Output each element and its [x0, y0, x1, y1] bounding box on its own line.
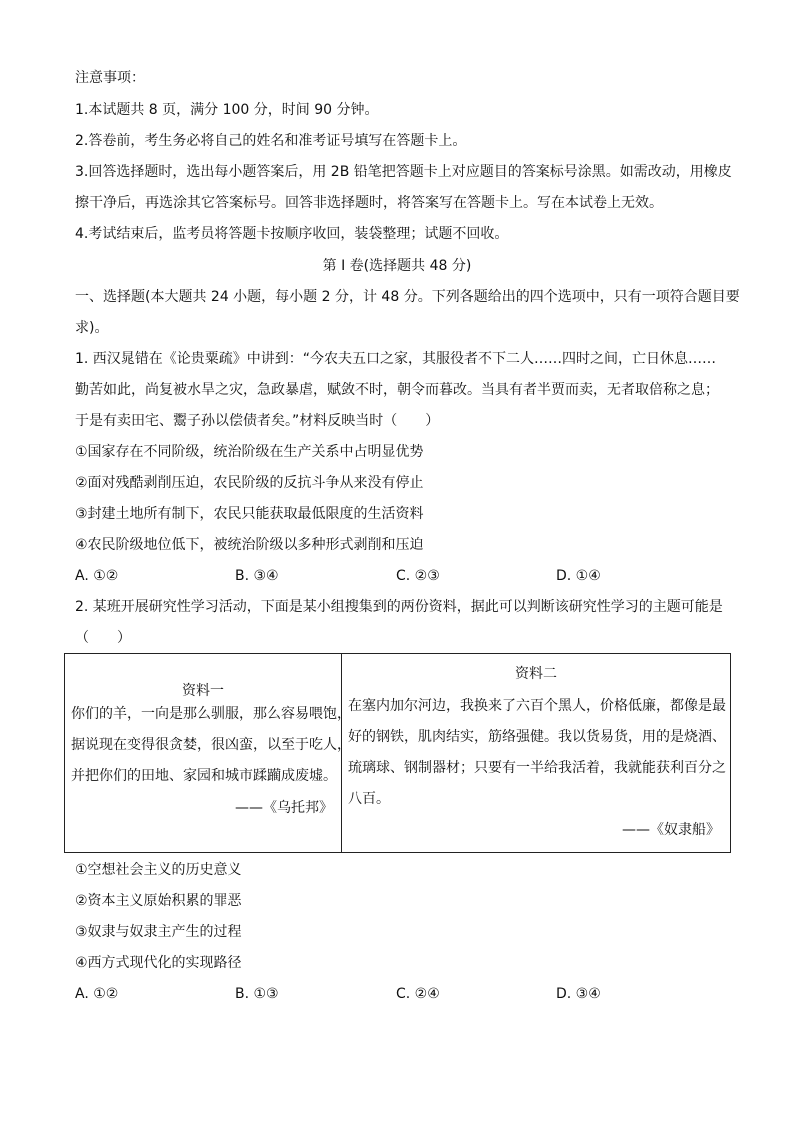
notice-item: 1.本试题共 8 页，满分 100 分，时间 90 分钟。: [75, 102, 379, 118]
q2-option-b[interactable]: B. ①③: [235, 986, 279, 1002]
materials-table: [64, 653, 731, 853]
q1-option-d[interactable]: D. ①④: [556, 568, 601, 584]
material-one-line: 并把你们的田地、家园和城市蹂躏成废墟。: [71, 768, 337, 784]
q2-statement: ④西方式现代化的实现路径: [75, 955, 242, 971]
notice-item: 2.答卷前，考生务必将自己的姓名和准考证号填写在答题卡上。: [75, 133, 467, 149]
material-two-cell: [342, 654, 731, 853]
material-two-line: 好的钢铁，肌肉结实，筋络强健。我以货易货，用的是烧酒、: [348, 729, 726, 745]
material-two-source: ——《奴隶船》: [622, 822, 720, 838]
material-two-line: 在塞内加尔河边，我换来了六百个黑人，价格低廉，都像是最: [348, 698, 726, 714]
q2-option-d[interactable]: D. ③④: [556, 986, 601, 1002]
material-two-title: 资料二: [515, 666, 557, 682]
q1-option-b[interactable]: B. ③④: [235, 568, 279, 584]
q2-option-c[interactable]: C. ②④: [396, 986, 440, 1002]
q1-stem-line: 1. 西汉晁错在《论贵粟疏》中讲到：“今农夫五口之家，其服役者不下二人……四时之间，亡日休息……: [75, 351, 717, 367]
q1-statement: ③封建土地所有制下，农民只能获取最低限度的生活资料: [75, 506, 424, 522]
material-one-line: 你们的羊，一向是那么驯服，那么容易喂饱，: [71, 706, 351, 722]
material-one-cell: [65, 654, 351, 853]
q2-stem-line: 2. 某班开展研究性学习活动，下面是某小组搜集到的两份资料，据此可以判断该研究性学习的主题可能是: [75, 599, 723, 615]
material-two-line: 八百。: [348, 791, 390, 807]
instructions-line: 求)。: [75, 320, 109, 336]
notice-title: 注意事项：: [75, 70, 145, 86]
notice-item: 4.考试结束后，监考员将答题卡按顺序收回，装袋整理；试题不回收。: [75, 226, 509, 242]
material-one-title: 资料一: [182, 683, 224, 699]
instructions-line: 一、选择题(本大题共 24 小题，每小题 2 分，计 48 分。下列各题给出的四个选项中，只有一项符合题目要: [75, 289, 740, 305]
q1-option-c[interactable]: C. ②③: [396, 568, 440, 584]
q1-statement: ④农民阶级地位低下，被统治阶级以多种形式剥削和压迫: [75, 537, 424, 553]
section-title: 第 I 卷(选择题共 48 分): [322, 258, 472, 274]
q2-statement: ②资本主义原始积累的罪恶: [75, 893, 242, 909]
notice-item: 擦干净后，再选涂其它答案标号。回答非选择题时，将答案写在答题卡上。写在本试卷上无效。: [75, 195, 663, 211]
q1-statement: ②面对残酷剥削压迫，农民阶级的反抗斗争从来没有停止: [75, 475, 424, 491]
material-one-source: ——《乌托邦》: [235, 800, 333, 816]
q2-statement: ①空想社会主义的历史意义: [75, 862, 242, 878]
q1-stem-line: 勤苦如此，尚复被水旱之灾，急政暴虐，赋敛不时，朝令而暮改。当具有者半贾而卖，无者取倍称之息；: [75, 382, 719, 398]
q2-stem-line: （ ）: [75, 630, 131, 646]
q2-statement: ③奴隶与奴隶主产生的过程: [75, 924, 242, 940]
q2-option-a[interactable]: A. ①②: [75, 986, 119, 1002]
material-one-line: 据说现在变得很贪婪，很凶蛮，以至于吃人，: [71, 737, 351, 753]
q1-option-a[interactable]: A. ①②: [75, 568, 119, 584]
q1-statement: ①国家存在不同阶级，统治阶级在生产关系中占明显优势: [75, 444, 424, 460]
material-two-line: 琉璃球、钢制器材；只要有一半给我活着，我就能获利百分之: [348, 760, 726, 776]
q1-stem-line: 于是有卖田宅、鬻子孙以偿债者矣。”材料反映当时（ ）: [75, 413, 440, 429]
notice-item: 3.回答选择题时，选出每小题答案后，用 2B 铅笔把答题卡上对应题目的答案标号涂黑。如需改动，用橡皮: [75, 164, 732, 180]
